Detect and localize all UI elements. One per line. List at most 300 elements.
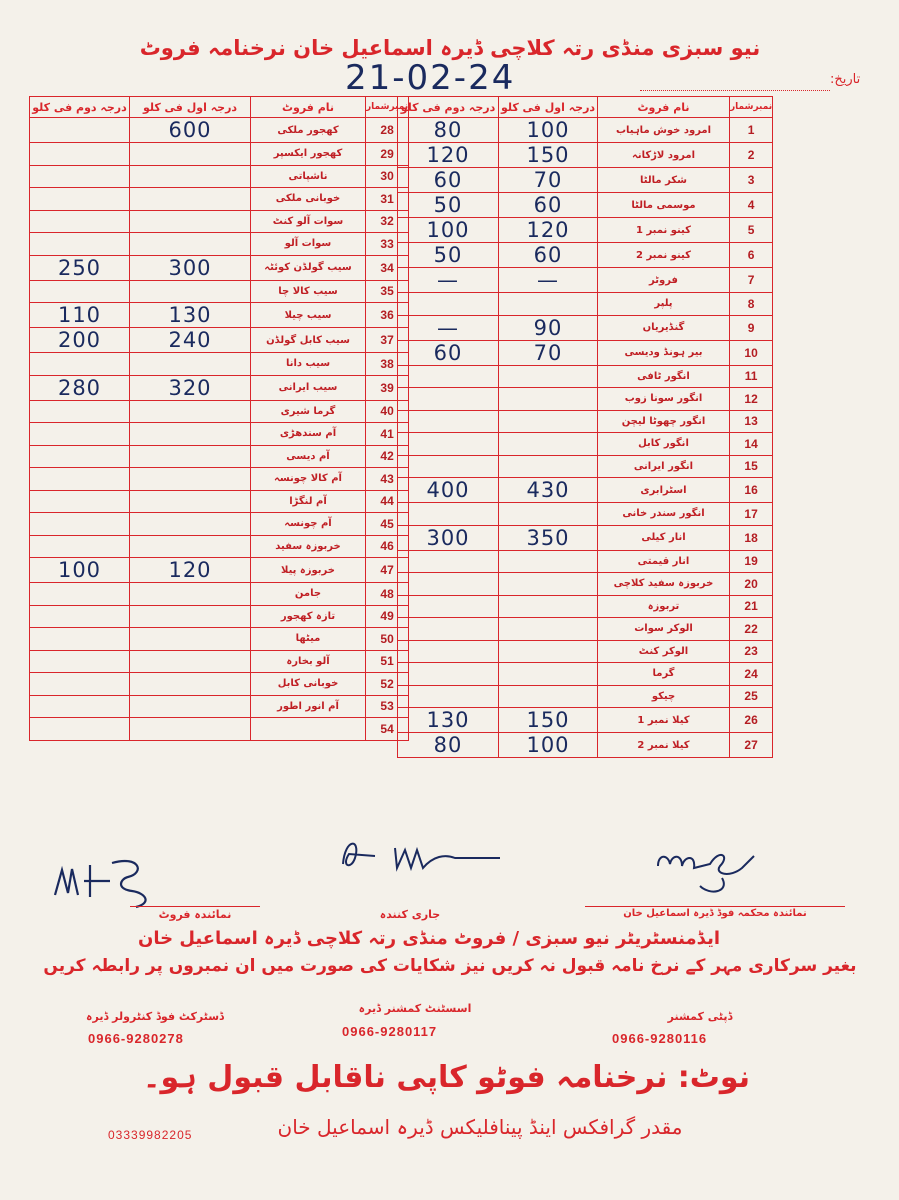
table-row — [398, 143, 773, 168]
second-grade-price: — — [398, 268, 499, 293]
first-grade-price — [130, 718, 251, 741]
serial-number: 33 — [366, 233, 409, 256]
first-grade-price: 150 — [499, 708, 598, 733]
price-table-right — [397, 96, 773, 758]
table-row — [30, 165, 409, 188]
serial-number: 19 — [730, 550, 773, 573]
first-grade-price — [130, 535, 251, 558]
item-name: سوات آلو کنٹ — [251, 210, 366, 233]
item-name: امرود لاڑکانہ — [598, 143, 730, 168]
item-name: گرما شیری — [251, 400, 366, 423]
second-grade-price — [398, 550, 499, 573]
second-grade-price: 250 — [30, 255, 130, 280]
serial-number: 41 — [366, 423, 409, 446]
item-name: انگور سونا زوب — [598, 388, 730, 411]
second-grade-price: 110 — [30, 303, 130, 328]
second-grade-price — [398, 595, 499, 618]
signature-issuer — [335, 828, 505, 887]
item-name: انار قیمتی — [598, 550, 730, 573]
printer-name: مقدر گرافکس اینڈ پینافلیکس ڈیرہ اسماعیل خان — [277, 1115, 683, 1139]
serial-number: 51 — [366, 650, 409, 673]
table-row — [398, 218, 773, 243]
item-name: خوبانی ملکی — [251, 188, 366, 211]
serial-number: 29 — [366, 143, 409, 166]
first-grade-price — [130, 673, 251, 696]
first-grade-price — [130, 490, 251, 513]
first-grade-price — [499, 293, 598, 316]
first-grade-price — [499, 595, 598, 618]
table-row — [30, 255, 409, 280]
signature-line — [585, 906, 845, 907]
serial-number: 22 — [730, 618, 773, 641]
second-grade-price: 80 — [398, 733, 499, 758]
serial-number: 1 — [730, 118, 773, 143]
second-grade-price — [30, 400, 130, 423]
table-row — [30, 628, 409, 651]
item-name: سیب کالا چا — [251, 280, 366, 303]
second-grade-price — [30, 210, 130, 233]
second-grade-price — [398, 503, 499, 526]
date-value: 21-02-24 — [345, 58, 516, 98]
table-row — [30, 673, 409, 696]
second-grade-price — [30, 423, 130, 446]
second-grade-price — [30, 233, 130, 256]
serial-number: 9 — [730, 315, 773, 340]
date-line — [640, 90, 830, 91]
item-name: آلو بخارہ — [251, 650, 366, 673]
first-grade-price — [499, 388, 598, 411]
issuer-label: جاری کنندہ — [379, 908, 441, 921]
table-row — [30, 490, 409, 513]
serial-number: 7 — [730, 268, 773, 293]
table-row — [398, 685, 773, 708]
table-row — [30, 695, 409, 718]
table-header-row — [30, 97, 409, 118]
signature-market-rep — [650, 838, 760, 907]
first-grade-price: 120 — [130, 558, 251, 583]
second-grade-price — [30, 628, 130, 651]
serial-number: 34 — [366, 255, 409, 280]
first-grade-price — [130, 210, 251, 233]
serial-number: 6 — [730, 243, 773, 268]
item-name: سیب چیلا — [251, 303, 366, 328]
serial-number: 35 — [366, 280, 409, 303]
serial-number: 54 — [366, 718, 409, 741]
first-grade-price: 430 — [499, 478, 598, 503]
serial-number: 14 — [730, 433, 773, 456]
item-name: پلپر — [598, 293, 730, 316]
table-row — [30, 605, 409, 628]
first-grade-price: 60 — [499, 243, 598, 268]
serial-number: 17 — [730, 503, 773, 526]
serial-number: 26 — [730, 708, 773, 733]
serial-number: 52 — [366, 673, 409, 696]
first-grade-price — [130, 423, 251, 446]
table-row — [30, 535, 409, 558]
serial-number: 25 — [730, 685, 773, 708]
table-row — [30, 353, 409, 376]
signature-line — [130, 906, 260, 907]
second-grade-price: 280 — [30, 375, 130, 400]
second-grade-price: 60 — [398, 168, 499, 193]
serial-number: 27 — [730, 733, 773, 758]
second-grade-price — [30, 490, 130, 513]
item-name: چیکو — [598, 685, 730, 708]
item-name: انگور ٹافی — [598, 365, 730, 388]
second-grade-price — [30, 583, 130, 606]
administrator-line: ایڈمنسٹریٹر نیو سبزی / فروٹ منڈی رتہ کلاچی ڈیرہ اسماعیل خان — [137, 928, 720, 949]
table-row — [30, 400, 409, 423]
first-grade-price — [130, 400, 251, 423]
first-grade-price — [499, 550, 598, 573]
table-row — [398, 365, 773, 388]
first-grade-price: 70 — [499, 168, 598, 193]
first-grade-price: 120 — [499, 218, 598, 243]
contact-phone-dfc: 0966-9280278 — [88, 1031, 184, 1046]
contact-phone-ac: 0966-9280117 — [342, 1024, 438, 1039]
first-grade-price — [130, 165, 251, 188]
table-row — [398, 455, 773, 478]
serial-number: 10 — [730, 340, 773, 365]
item-name: بیر ہونڈ ودیسی — [598, 340, 730, 365]
table-row — [398, 410, 773, 433]
item-name: گنڈیریاں — [598, 315, 730, 340]
item-name: الوکر کنٹ — [598, 640, 730, 663]
second-grade-price: 100 — [30, 558, 130, 583]
item-name: جامن — [251, 583, 366, 606]
table-row — [30, 375, 409, 400]
item-name: سیب کابل گولڈن — [251, 328, 366, 353]
second-grade-price — [30, 143, 130, 166]
item-name: شکر مالٹا — [598, 168, 730, 193]
serial-number: 46 — [366, 535, 409, 558]
first-grade-price — [499, 410, 598, 433]
second-grade-price: 130 — [398, 708, 499, 733]
first-grade-price: 100 — [499, 733, 598, 758]
first-grade-price — [130, 650, 251, 673]
second-grade-price — [30, 280, 130, 303]
serial-number: 36 — [366, 303, 409, 328]
first-grade-price — [130, 513, 251, 536]
table-row — [398, 168, 773, 193]
table-row — [30, 423, 409, 446]
item-name: موسمی مالٹا — [598, 193, 730, 218]
table-row — [30, 445, 409, 468]
item-name: امرود خوش ماہیاب — [598, 118, 730, 143]
header-second-grade: درجہ دوم فی کلو — [398, 97, 499, 118]
second-grade-price: — — [398, 315, 499, 340]
first-grade-price — [130, 188, 251, 211]
second-grade-price — [30, 673, 130, 696]
first-grade-price — [130, 143, 251, 166]
second-grade-price: 50 — [398, 193, 499, 218]
serial-number: 21 — [730, 595, 773, 618]
item-name: گرما — [598, 663, 730, 686]
table-row — [398, 268, 773, 293]
first-grade-price: 90 — [499, 315, 598, 340]
second-grade-price: 50 — [398, 243, 499, 268]
header-second-grade: درجہ دوم فی کلو — [30, 97, 130, 118]
first-grade-price — [130, 468, 251, 491]
item-name: سوات آلو — [251, 233, 366, 256]
contact-title-dc: ڈپٹی کمشنر — [667, 1010, 733, 1023]
first-grade-price — [499, 365, 598, 388]
serial-number: 42 — [366, 445, 409, 468]
serial-number: 18 — [730, 525, 773, 550]
item-name: آم چونسہ — [251, 513, 366, 536]
second-grade-price — [30, 165, 130, 188]
second-grade-price: 300 — [398, 525, 499, 550]
table-row — [398, 503, 773, 526]
first-grade-price — [130, 605, 251, 628]
second-grade-price — [30, 695, 130, 718]
second-grade-price — [398, 618, 499, 641]
fruit-rep-label: نمائندہ فروٹ — [158, 908, 232, 921]
second-grade-price — [30, 650, 130, 673]
table-row — [30, 718, 409, 741]
table-row — [30, 233, 409, 256]
second-grade-price: 100 — [398, 218, 499, 243]
serial-number: 32 — [366, 210, 409, 233]
item-name: انار کیلی — [598, 525, 730, 550]
second-grade-price — [398, 685, 499, 708]
table-row — [30, 558, 409, 583]
second-grade-price — [398, 573, 499, 596]
first-grade-price — [130, 628, 251, 651]
table-row — [398, 733, 773, 758]
first-grade-price — [130, 445, 251, 468]
serial-number: 12 — [730, 388, 773, 411]
first-grade-price — [499, 455, 598, 478]
second-grade-price — [30, 353, 130, 376]
item-name: کھجور ایکسپر — [251, 143, 366, 166]
second-grade-price — [30, 513, 130, 536]
serial-number: 53 — [366, 695, 409, 718]
first-grade-price: — — [499, 268, 598, 293]
table-row — [398, 640, 773, 663]
price-table-left — [29, 96, 409, 741]
item-name: انگور کابل — [598, 433, 730, 456]
table-row — [398, 708, 773, 733]
first-grade-price — [499, 685, 598, 708]
second-grade-price — [30, 605, 130, 628]
serial-number: 11 — [730, 365, 773, 388]
contact-title-dfc: ڈسٹرکٹ فوڈ کنٹرولر ڈیرہ — [86, 1010, 224, 1023]
table-row — [398, 388, 773, 411]
item-name: ناشپاتی — [251, 165, 366, 188]
printer-phone: 03339982205 — [108, 1128, 193, 1142]
serial-number: 15 — [730, 455, 773, 478]
item-name: فروٹر — [598, 268, 730, 293]
second-grade-price: 200 — [30, 328, 130, 353]
table-row — [30, 210, 409, 233]
contact-title-ac: اسسٹنٹ کمشنر ڈیرہ — [358, 1002, 472, 1015]
table-row — [398, 525, 773, 550]
table-row — [30, 328, 409, 353]
first-grade-price — [130, 280, 251, 303]
item-name: آم سندھڑی — [251, 423, 366, 446]
second-grade-price — [398, 410, 499, 433]
serial-number: 40 — [366, 400, 409, 423]
serial-number: 13 — [730, 410, 773, 433]
table-row — [398, 243, 773, 268]
serial-number: 48 — [366, 583, 409, 606]
item-name: سیب ایرانی — [251, 375, 366, 400]
first-grade-price: 100 — [499, 118, 598, 143]
item-name: کیلا نمبر 1 — [598, 708, 730, 733]
header-first-grade: درجہ اول فی کلو — [499, 97, 598, 118]
header-serial: نمبرشمار — [730, 97, 773, 118]
first-grade-price: 70 — [499, 340, 598, 365]
date-label: تاریخ: — [830, 72, 861, 87]
second-grade-price — [30, 118, 130, 143]
serial-number: 43 — [366, 468, 409, 491]
second-grade-price — [398, 455, 499, 478]
first-grade-price — [499, 640, 598, 663]
item-name: سیب دانا — [251, 353, 366, 376]
table-row — [30, 280, 409, 303]
second-grade-price — [30, 188, 130, 211]
table-row — [30, 468, 409, 491]
table-row — [398, 293, 773, 316]
item-name: آم انور اطور — [251, 695, 366, 718]
first-grade-price — [130, 353, 251, 376]
first-grade-price — [499, 663, 598, 686]
market-committee-label: نمائندہ محکمہ فوڈ ڈیرہ اسماعیل خان — [623, 908, 807, 919]
item-name: انگور چھوٹا لیچن — [598, 410, 730, 433]
table-row — [398, 663, 773, 686]
photocopy-note: نوٹ: نرخنامہ فوٹو کاپی ناقابل قبول ہو۔ — [142, 1060, 750, 1095]
serial-number: 4 — [730, 193, 773, 218]
table-row — [30, 143, 409, 166]
serial-number: 5 — [730, 218, 773, 243]
serial-number: 20 — [730, 573, 773, 596]
serial-number: 23 — [730, 640, 773, 663]
second-grade-price — [30, 445, 130, 468]
second-grade-price — [398, 365, 499, 388]
first-grade-price: 350 — [499, 525, 598, 550]
table-row — [30, 188, 409, 211]
second-grade-price: 400 — [398, 478, 499, 503]
item-name: سیب گولڈن کوئٹہ — [251, 255, 366, 280]
second-grade-price — [398, 293, 499, 316]
first-grade-price — [130, 233, 251, 256]
table-row — [398, 433, 773, 456]
item-name: آم کالا چونسہ — [251, 468, 366, 491]
first-grade-price: 600 — [130, 118, 251, 143]
serial-number: 37 — [366, 328, 409, 353]
serial-number: 16 — [730, 478, 773, 503]
header-serial: نمبرشمار — [366, 97, 409, 118]
item-name — [251, 718, 366, 741]
table-row — [398, 618, 773, 641]
second-grade-price — [30, 535, 130, 558]
serial-number: 47 — [366, 558, 409, 583]
item-name: انگور ایرانی — [598, 455, 730, 478]
item-name: انگور سندر خانی — [598, 503, 730, 526]
item-name: خوبانی کابل — [251, 673, 366, 696]
serial-number: 8 — [730, 293, 773, 316]
first-grade-price — [499, 503, 598, 526]
item-name: میٹھا — [251, 628, 366, 651]
table-header-row — [398, 97, 773, 118]
item-name: اسٹرابری — [598, 478, 730, 503]
first-grade-price — [499, 573, 598, 596]
second-grade-price: 80 — [398, 118, 499, 143]
table-row — [398, 193, 773, 218]
item-name: الوکر سوات — [598, 618, 730, 641]
header-item-name: نام فروٹ — [598, 97, 730, 118]
first-grade-price — [499, 618, 598, 641]
table-row — [30, 650, 409, 673]
table-row — [398, 595, 773, 618]
warning-line: بغیر سرکاری مہر کے نرخ نامہ قبول نہ کریں نیز شکایات کی صورت میں ان نمبروں پر رابطہ کریں — [43, 956, 857, 976]
serial-number: 49 — [366, 605, 409, 628]
table-row — [398, 573, 773, 596]
document-title: نیو سبزی منڈی رتہ کلاچی ڈیرہ اسماعیل خان نرخنامہ فروٹ — [139, 36, 761, 60]
item-name: آم دیسی — [251, 445, 366, 468]
serial-number: 44 — [366, 490, 409, 513]
table-row — [30, 513, 409, 536]
first-grade-price — [499, 433, 598, 456]
table-row — [398, 340, 773, 365]
first-grade-price: 320 — [130, 375, 251, 400]
table-row — [30, 118, 409, 143]
second-grade-price — [398, 663, 499, 686]
serial-number: 31 — [366, 188, 409, 211]
table-row — [398, 315, 773, 340]
contact-phone-dc: 0966-9280116 — [612, 1031, 708, 1046]
item-name: کھجور ملکی — [251, 118, 366, 143]
table-row — [30, 583, 409, 606]
table-row — [398, 550, 773, 573]
second-grade-price: 60 — [398, 340, 499, 365]
table-row — [398, 478, 773, 503]
table-row — [398, 118, 773, 143]
serial-number: 2 — [730, 143, 773, 168]
item-name: خربوزہ پیلا — [251, 558, 366, 583]
serial-number: 30 — [366, 165, 409, 188]
first-grade-price: 150 — [499, 143, 598, 168]
second-grade-price — [30, 718, 130, 741]
serial-number: 28 — [366, 118, 409, 143]
first-grade-price: 240 — [130, 328, 251, 353]
serial-number: 24 — [730, 663, 773, 686]
serial-number: 38 — [366, 353, 409, 376]
second-grade-price — [30, 468, 130, 491]
first-grade-price — [130, 583, 251, 606]
table-row — [30, 303, 409, 328]
serial-number: 39 — [366, 375, 409, 400]
item-name: کینو نمبر 1 — [598, 218, 730, 243]
item-name: تازہ کھجور — [251, 605, 366, 628]
second-grade-price — [398, 433, 499, 456]
serial-number: 3 — [730, 168, 773, 193]
second-grade-price: 120 — [398, 143, 499, 168]
item-name: خربوزہ سفید — [251, 535, 366, 558]
item-name: خربوزہ سفید کلاچی — [598, 573, 730, 596]
header-first-grade: درجہ اول فی کلو — [130, 97, 251, 118]
first-grade-price: 300 — [130, 255, 251, 280]
first-grade-price — [130, 695, 251, 718]
serial-number: 50 — [366, 628, 409, 651]
serial-number: 45 — [366, 513, 409, 536]
item-name: کینو نمبر 2 — [598, 243, 730, 268]
first-grade-price: 60 — [499, 193, 598, 218]
second-grade-price — [398, 640, 499, 663]
second-grade-price — [398, 388, 499, 411]
first-grade-price: 130 — [130, 303, 251, 328]
